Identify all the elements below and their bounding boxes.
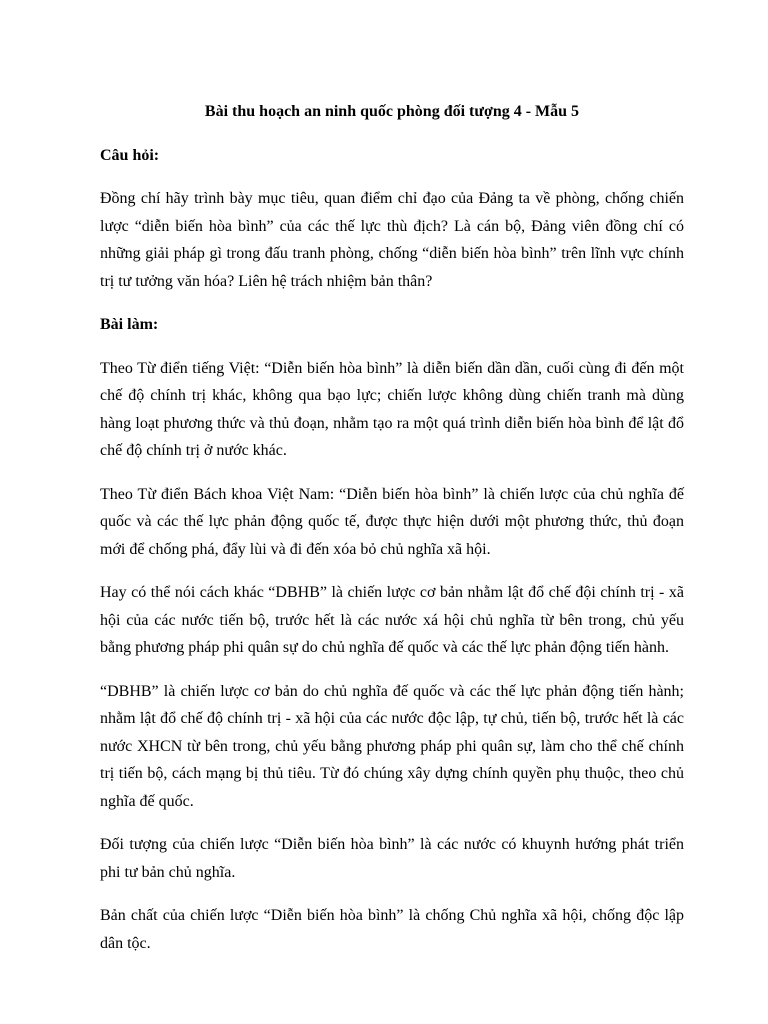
paragraph: Hay có thể nói cách khác “DBHB” là chiến lược cơ bản nhằm lật đổ chế đội chính trị - xã hội của các nước tiến bộ, trước hết là các nước xá hội chủ nghĩa từ bên trong, chủ yếu bằng phương pháp phi quân sự do chủ nghĩa đế quốc và các thế lực phản động tiến hành. [100,584,684,656]
paragraph: “DBHB” là chiến lược cơ bản do chủ nghĩa đế quốc và các thế lực phản động tiến hành; nhằm lật đổ chế độ chính trị - xã hội của các nước độc lập, tự chủ, tiến bộ, trước hết là các nước XHCN từ bên trong, chủ yếu bằng phương pháp phi quân sự, làm cho thể chế chính trị tiến bộ, cách mạng bị thủ tiêu. Từ đó chúng xây dựng chính quyền phụ thuộc, theo chủ nghĩa đế quốc. [100,682,684,810]
answer-heading: Bài làm: [100,316,159,333]
question-text: Đồng chí hãy trình bày mục tiêu, quan điểm chỉ đạo của Đảng ta về phòng, chống chiến lược “diễn biến hòa bình” của các thế lực thù địch? Là cán bộ, Đảng viên đồng chí có những giải pháp gì trong đấu tranh phòng, chống “diễn biến hòa bình” trên lĩnh vực chính trị tư tưởng văn hóa? Liên hệ trách nhiệm bản thân? [100,190,684,290]
paragraph: Theo Từ điển Bách khoa Việt Nam: “Diễn biến hòa bình” là chiến lược của chủ nghĩa đế quốc và các thế lực phản động quốc tế, được thực hiện dưới một phương thức, thủ đoạn mới để chống phá, đẩy lùi và đi đến xóa bỏ chủ nghĩa xã hội. [100,485,684,558]
paragraph: Đối tượng của chiến lược “Diễn biến hòa bình” là các nước có khuynh hướng phát triển phi tư bản chủ nghĩa. [100,836,684,881]
question-heading: Câu hỏi: [100,146,160,164]
paragraph: Bản chất của chiến lược “Diễn biến hòa bình” là chống Chủ nghĩa xã hội, chống độc lập dân tộc. [100,907,684,952]
paragraph: Theo Từ điển tiếng Việt: “Diễn biến hòa bình” là diễn biến dần dần, cuối cùng đi đến một chế độ chính trị khác, không qua bạo lực; chiến lược không dùng chiến tranh mà dùng hàng loạt phương thức và thủ đoạn, nhằm tạo ra một quá trình diễn biến hòa bình để lật đổ chế độ chính trị ở nước khác. [100,359,684,459]
document-title: Bài thu hoạch an ninh quốc phòng đối tượng 4 - Mẫu 5 [204,103,580,120]
